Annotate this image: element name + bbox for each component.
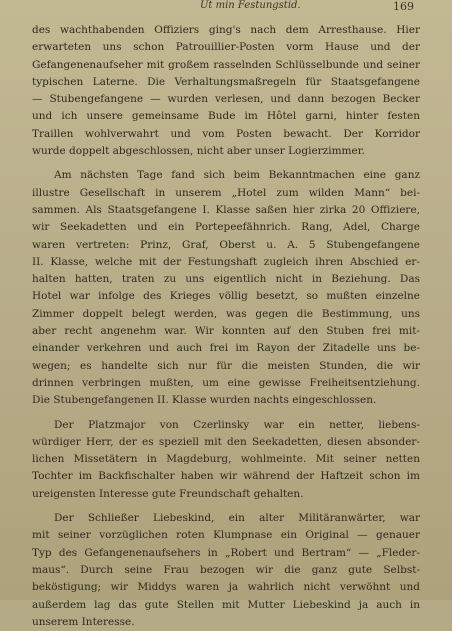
text-line: sammen. Als Staatsgefangene I. Klasse saßen hier zirka 20 Offiziere, xyxy=(32,203,420,216)
text-line: Am nächsten Tage fand sich beim Bekanntmachen eine ganz xyxy=(54,169,420,182)
text-line: unserem Interesse. xyxy=(32,615,135,628)
text-line: beköstigung; wir Middys waren ja wahrlich nicht verwöhnt und xyxy=(32,581,420,594)
text-line: Tochter im Backfischalter haben wir während der Haftzeit schon im xyxy=(32,470,420,483)
paragraph xyxy=(32,510,420,631)
running-head xyxy=(0,0,452,14)
text-line: drinnen verbringen mußten, um eine gewisse Freiheitsentziehung. xyxy=(32,376,420,389)
text-line: mit seiner vorzüglichen roten Klumpnase ein Original — genauer xyxy=(32,529,420,542)
text-line: Der Platzmajor von Czerlinsky war ein netter, liebens- xyxy=(54,418,420,431)
text-line: typischen Laterne. Die Verhaltungsmaßregeln für Staatsgefangene xyxy=(32,75,420,88)
text-line: wegen; es handelte sich nur für die meisten Stunden, die wir xyxy=(32,359,420,372)
text-line: Traillen wohlverwahrt und vom Posten bewacht. Der Korridor xyxy=(32,127,420,140)
text-line: wurde doppelt abgeschlossen, nicht aber unser Logierzimmer. xyxy=(32,145,365,158)
text-line: lichen Missetätern in Magdeburg, wohlmeinte. Mit seiner netten xyxy=(32,453,420,466)
running-title: Ut min Festungstid. xyxy=(200,0,301,11)
text-line: waren vertreten: Prinz, Graf, Oberst u. A. 5 Stubengefangene xyxy=(32,238,420,251)
paragraph-gap xyxy=(32,410,420,417)
text-line: aber recht angenehm war. Wir konnten auf den Stuben frei mit- xyxy=(32,325,420,338)
paragraph xyxy=(32,167,420,409)
text-line: des wachthabenden Offiziers ging's nach dem Arresthause. Hier xyxy=(32,24,420,36)
text-line: Gefangenenaufseher mit großem rasselnden Schlüsselbunde und seiner xyxy=(32,58,420,71)
text-line: Typ des Gefangenenaufsehers in „Robert und Bertram“ — „Fleder- xyxy=(32,546,420,559)
paragraph-gap xyxy=(32,160,420,167)
text-line: II. Klasse, welche mit der Festungshaft zugleich ihren Abschied er- xyxy=(32,255,420,268)
text-line: einander verkehren und auch frei im Rayon der Zitadelle uns be- xyxy=(32,342,420,355)
text-line: und ich unsere gemeinsame Bude im Hôtel garni, hinter festen xyxy=(32,110,420,123)
text-line: wir Seekadetten und ein Portepeefähnrich. Rang, Adel, Charge xyxy=(32,221,420,234)
text-line: ureigensten Interesse gute Freundschaft gehalten. xyxy=(32,487,304,500)
text-line: Hotel war infolge des Krieges völlig besetzt, so mußten einzelne xyxy=(32,290,420,303)
text-line: Der Schließer Liebeskind, ein alter Militäranwärter, war xyxy=(54,512,420,525)
text-line: Zimmer doppelt belegt werden, was gegen die Bestimmung, uns xyxy=(32,307,420,320)
text-line: außerdem lag das gute Stellen mit Mutter Liebeskind ja auch in xyxy=(32,598,420,611)
text-line: illustre Gesellschaft in unserem „Hotel zum wilden Mann“ bei- xyxy=(32,186,420,199)
paragraph xyxy=(32,417,420,503)
page-number: 169 xyxy=(393,0,414,13)
text-line: Die Stubengefangenen II. Klasse wurden nachts eingeschlossen. xyxy=(32,394,377,407)
text-line: erwarteten uns schon Patrouillier-Posten vorm Hause und der xyxy=(32,41,420,54)
paragraph-gap xyxy=(32,503,420,510)
text-line: maus“. Durch seine Frau bezogen wir die ganz gute Selbst- xyxy=(32,563,420,576)
paragraph xyxy=(32,22,420,160)
text-line: würdiger Herr, der es speziell mit den Seekadetten, diesen absonder- xyxy=(32,435,420,448)
text-line: halten hatten, traten zu uns eigentlich nicht in Beziehung. Das xyxy=(32,273,420,286)
body-text xyxy=(32,22,420,631)
text-line: — Stubengefangene — wurden verlesen, und dann bezogen Becker xyxy=(32,93,420,106)
